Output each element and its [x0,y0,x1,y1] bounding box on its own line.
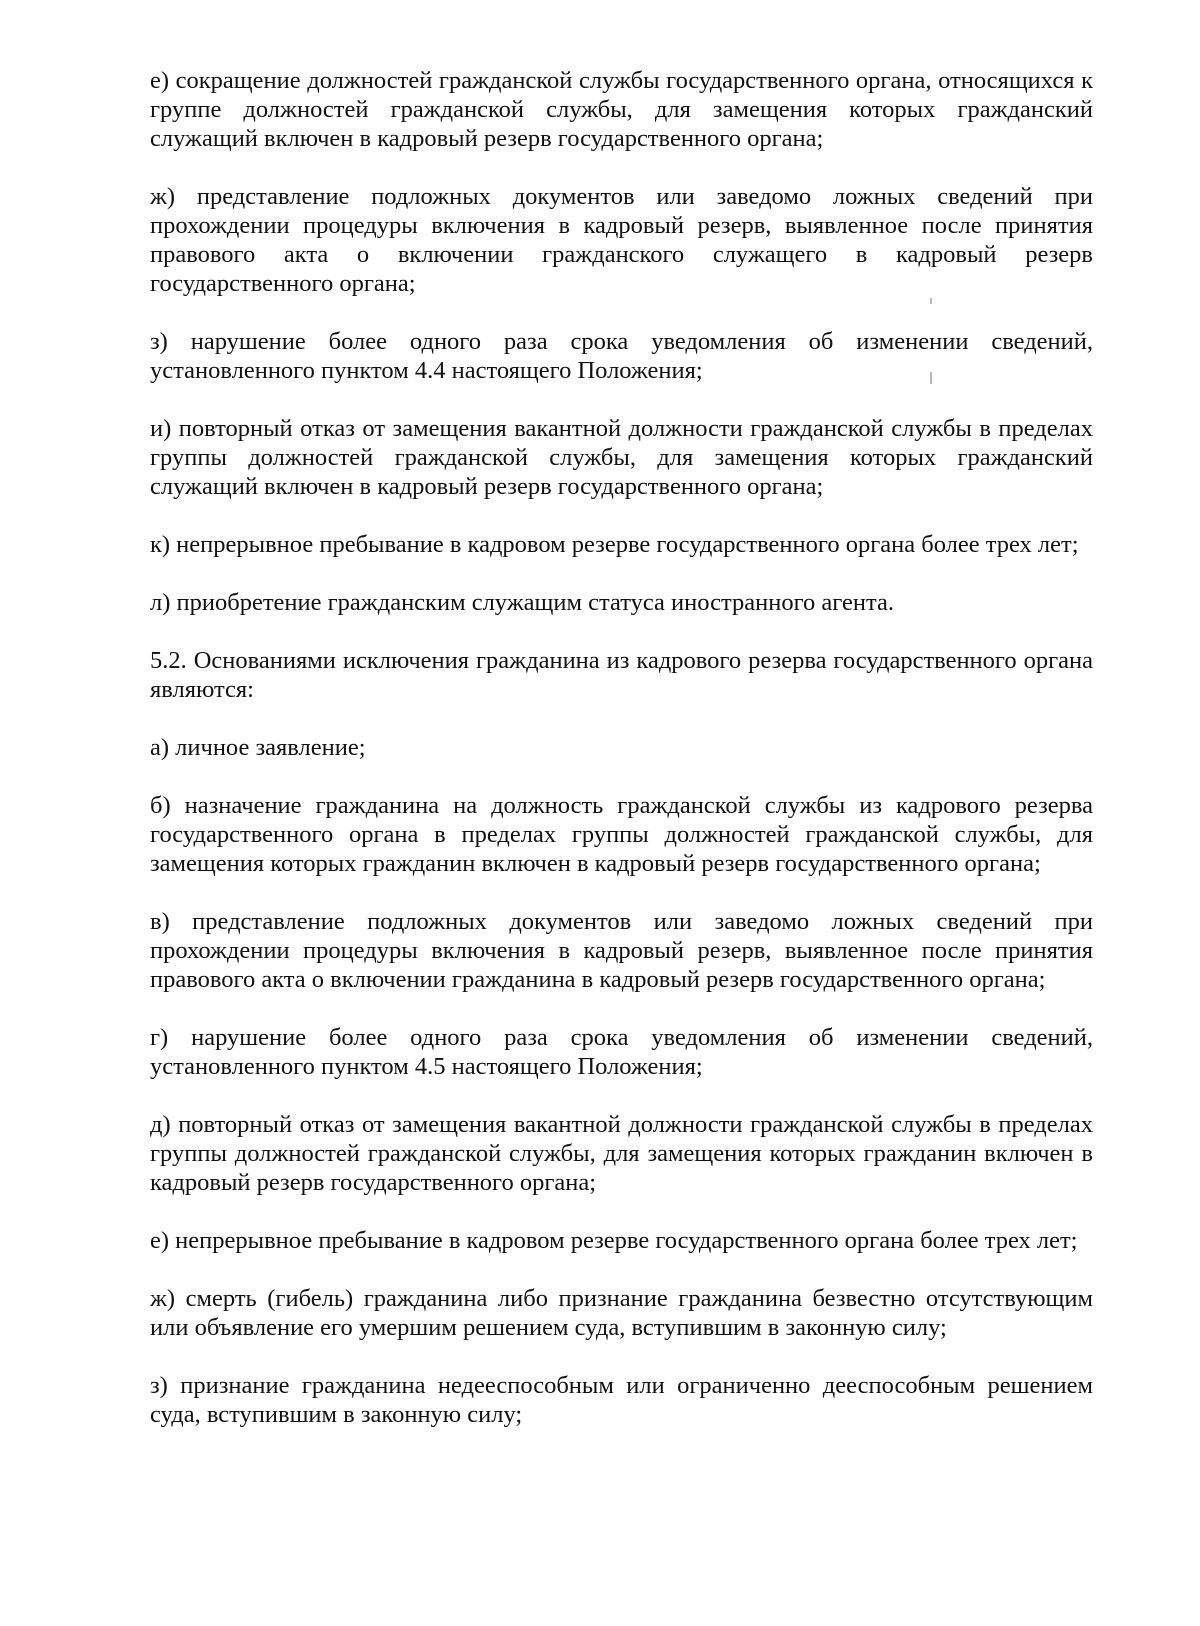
paragraph-z-incapacity: з) признание гражданина недееспособным или ограниченно дееспособным решением суда, вступившим в законную силу; [150,1372,1093,1428]
paragraph-k-continuous-stay: к) непрерывное пребывание в кадровом резерве государственного органа более трех лет; [150,531,1079,558]
paragraph-l-foreign-agent: л) приобретение гражданским служащим статуса иностранного агента. [150,589,895,616]
paragraph-b-appointment: б) назначение гражданина на должность гражданской службы из кадрового резерва государственного органа в пределах группы должностей гражданской службы, для замещения которых гражданин включен в кадровый резерв государственного органа; [150,792,1093,877]
paragraph-zh-false-documents: ж) представление подложных документов или заведомо ложных сведений при прохождении процедуры включения в кадровый резерв, выявленное после принятия правового акта о включении гражданского служащего в кадровый резерв государственного органа; [150,183,1093,297]
document-body [150,66,1093,1458]
scan-mark [930,298,932,304]
scan-mark [930,372,932,384]
paragraph-zh-death: ж) смерть (гибель) гражданина либо признание гражданина безвестно отсутствующим или объявление его умершим решением суда, вступившим в законную силу; [150,1285,1093,1341]
paragraph-e-staff-reduction: е) сокращение должностей гражданской службы государственного органа, относящихся к группе должностей гражданской службы, для замещения которых гражданский служащий включен в кадровый резерв государственного органа; [150,67,1093,152]
paragraph-z-notification-violation: з) нарушение более одного раза срока уведомления об изменении сведений, установленного пунктом 4.4 настоящего Положения; [150,328,1093,384]
paragraph-g-notification-violation: г) нарушение более одного раза срока уведомления об изменении сведений, установленного пунктом 4.5 настоящего Положения; [150,1024,1093,1080]
paragraph-v-false-documents: в) представление подложных документов или заведомо ложных сведений при прохождении процедуры включения в кадровый резерв, выявленное после принятия правового акта о включении гражданина в кадровый резерв государственного органа; [150,908,1093,993]
paragraph-a-personal-statement: а) личное заявление; [150,734,366,761]
paragraph-i-repeated-refusal: и) повторный отказ от замещения вакантной должности гражданской службы в пределах группы должностей гражданской службы, для замещения которых гражданский служащий включен в кадровый резерв государственного органа; [150,415,1093,500]
paragraph-d-repeated-refusal: д) повторный отказ от замещения вакантной должности гражданской службы в пределах группы должностей гражданской службы, для замещения которых гражданин включен в кадровый резерв государственного органа; [150,1111,1093,1196]
paragraph-e-continuous-stay: е) непрерывное пребывание в кадровом резерве государственного органа более трех лет; [150,1227,1078,1254]
section-5-2-heading: 5.2. Основаниями исключения гражданина из кадрового резерва государственного органа являются: [150,647,1093,703]
